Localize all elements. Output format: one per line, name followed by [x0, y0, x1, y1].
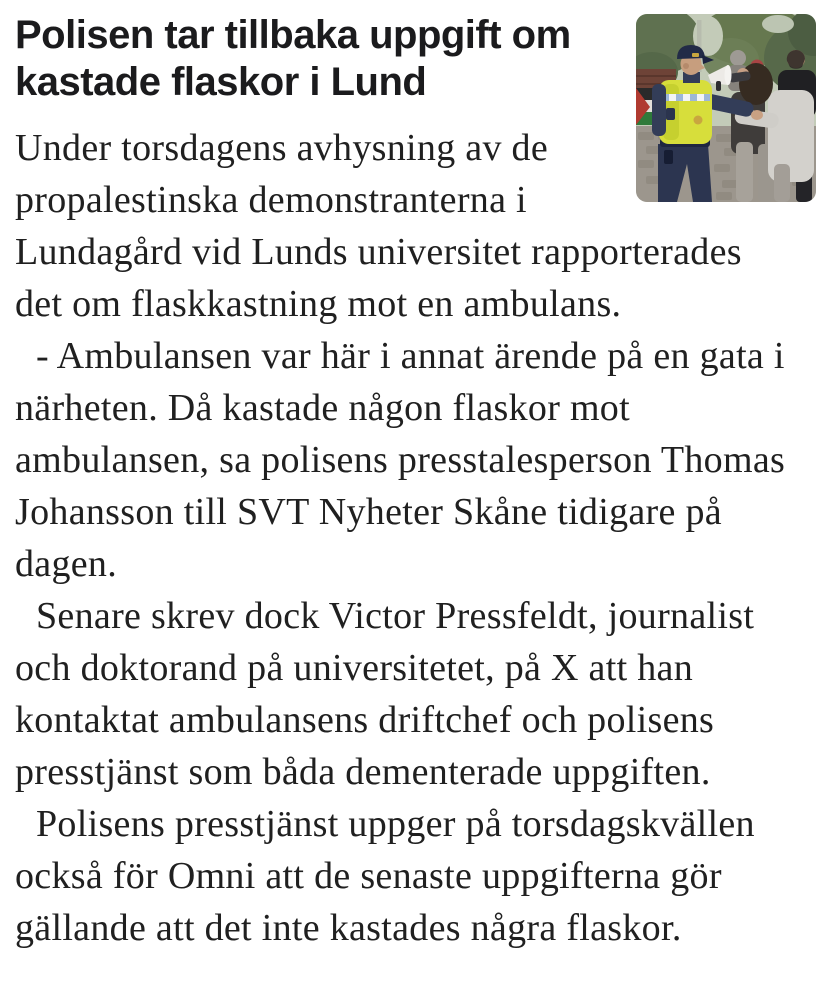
article-paragraph: Under torsdagens avhysning av de propalestinska demonstranterna i Lundagård vid Lunds universitet rapporterades det om flaskkastning mot en ambulans.: [15, 127, 742, 325]
article-body: [15, 122, 816, 954]
article-paragraph: Polisens presstjänst uppger på torsdagskvällen också för Omni att de senaste uppgifterna gör gällande att det inte kastades några flaskor.: [15, 803, 755, 949]
vest-checker-band: [662, 94, 710, 101]
thumbnail-illustration: [636, 14, 816, 202]
police-hand: [751, 110, 763, 120]
article-paragraph-quote: - Ambulansen var här i annat ärende på en gata i närheten. Då kastade någon flaskor mot ambulansen, sa polisens presstalesperson Thomas Johansson till SVT Nyheter Skåne tidigare på dagen.: [15, 335, 786, 585]
police-badge: [694, 116, 703, 125]
article-thumbnail[interactable]: [636, 14, 816, 202]
article-paragraph: Senare skrev dock Victor Pressfeldt, journalist och doktorand på universitetet, på X att han kontaktat ambulansens driftchef och polisens presstjänst som båda dementerade uppgiften.: [15, 595, 755, 793]
article-headline: Polisen tar tillbaka uppgift om kastade flaskor i Lund: [15, 13, 571, 104]
police-radio: [666, 108, 675, 120]
